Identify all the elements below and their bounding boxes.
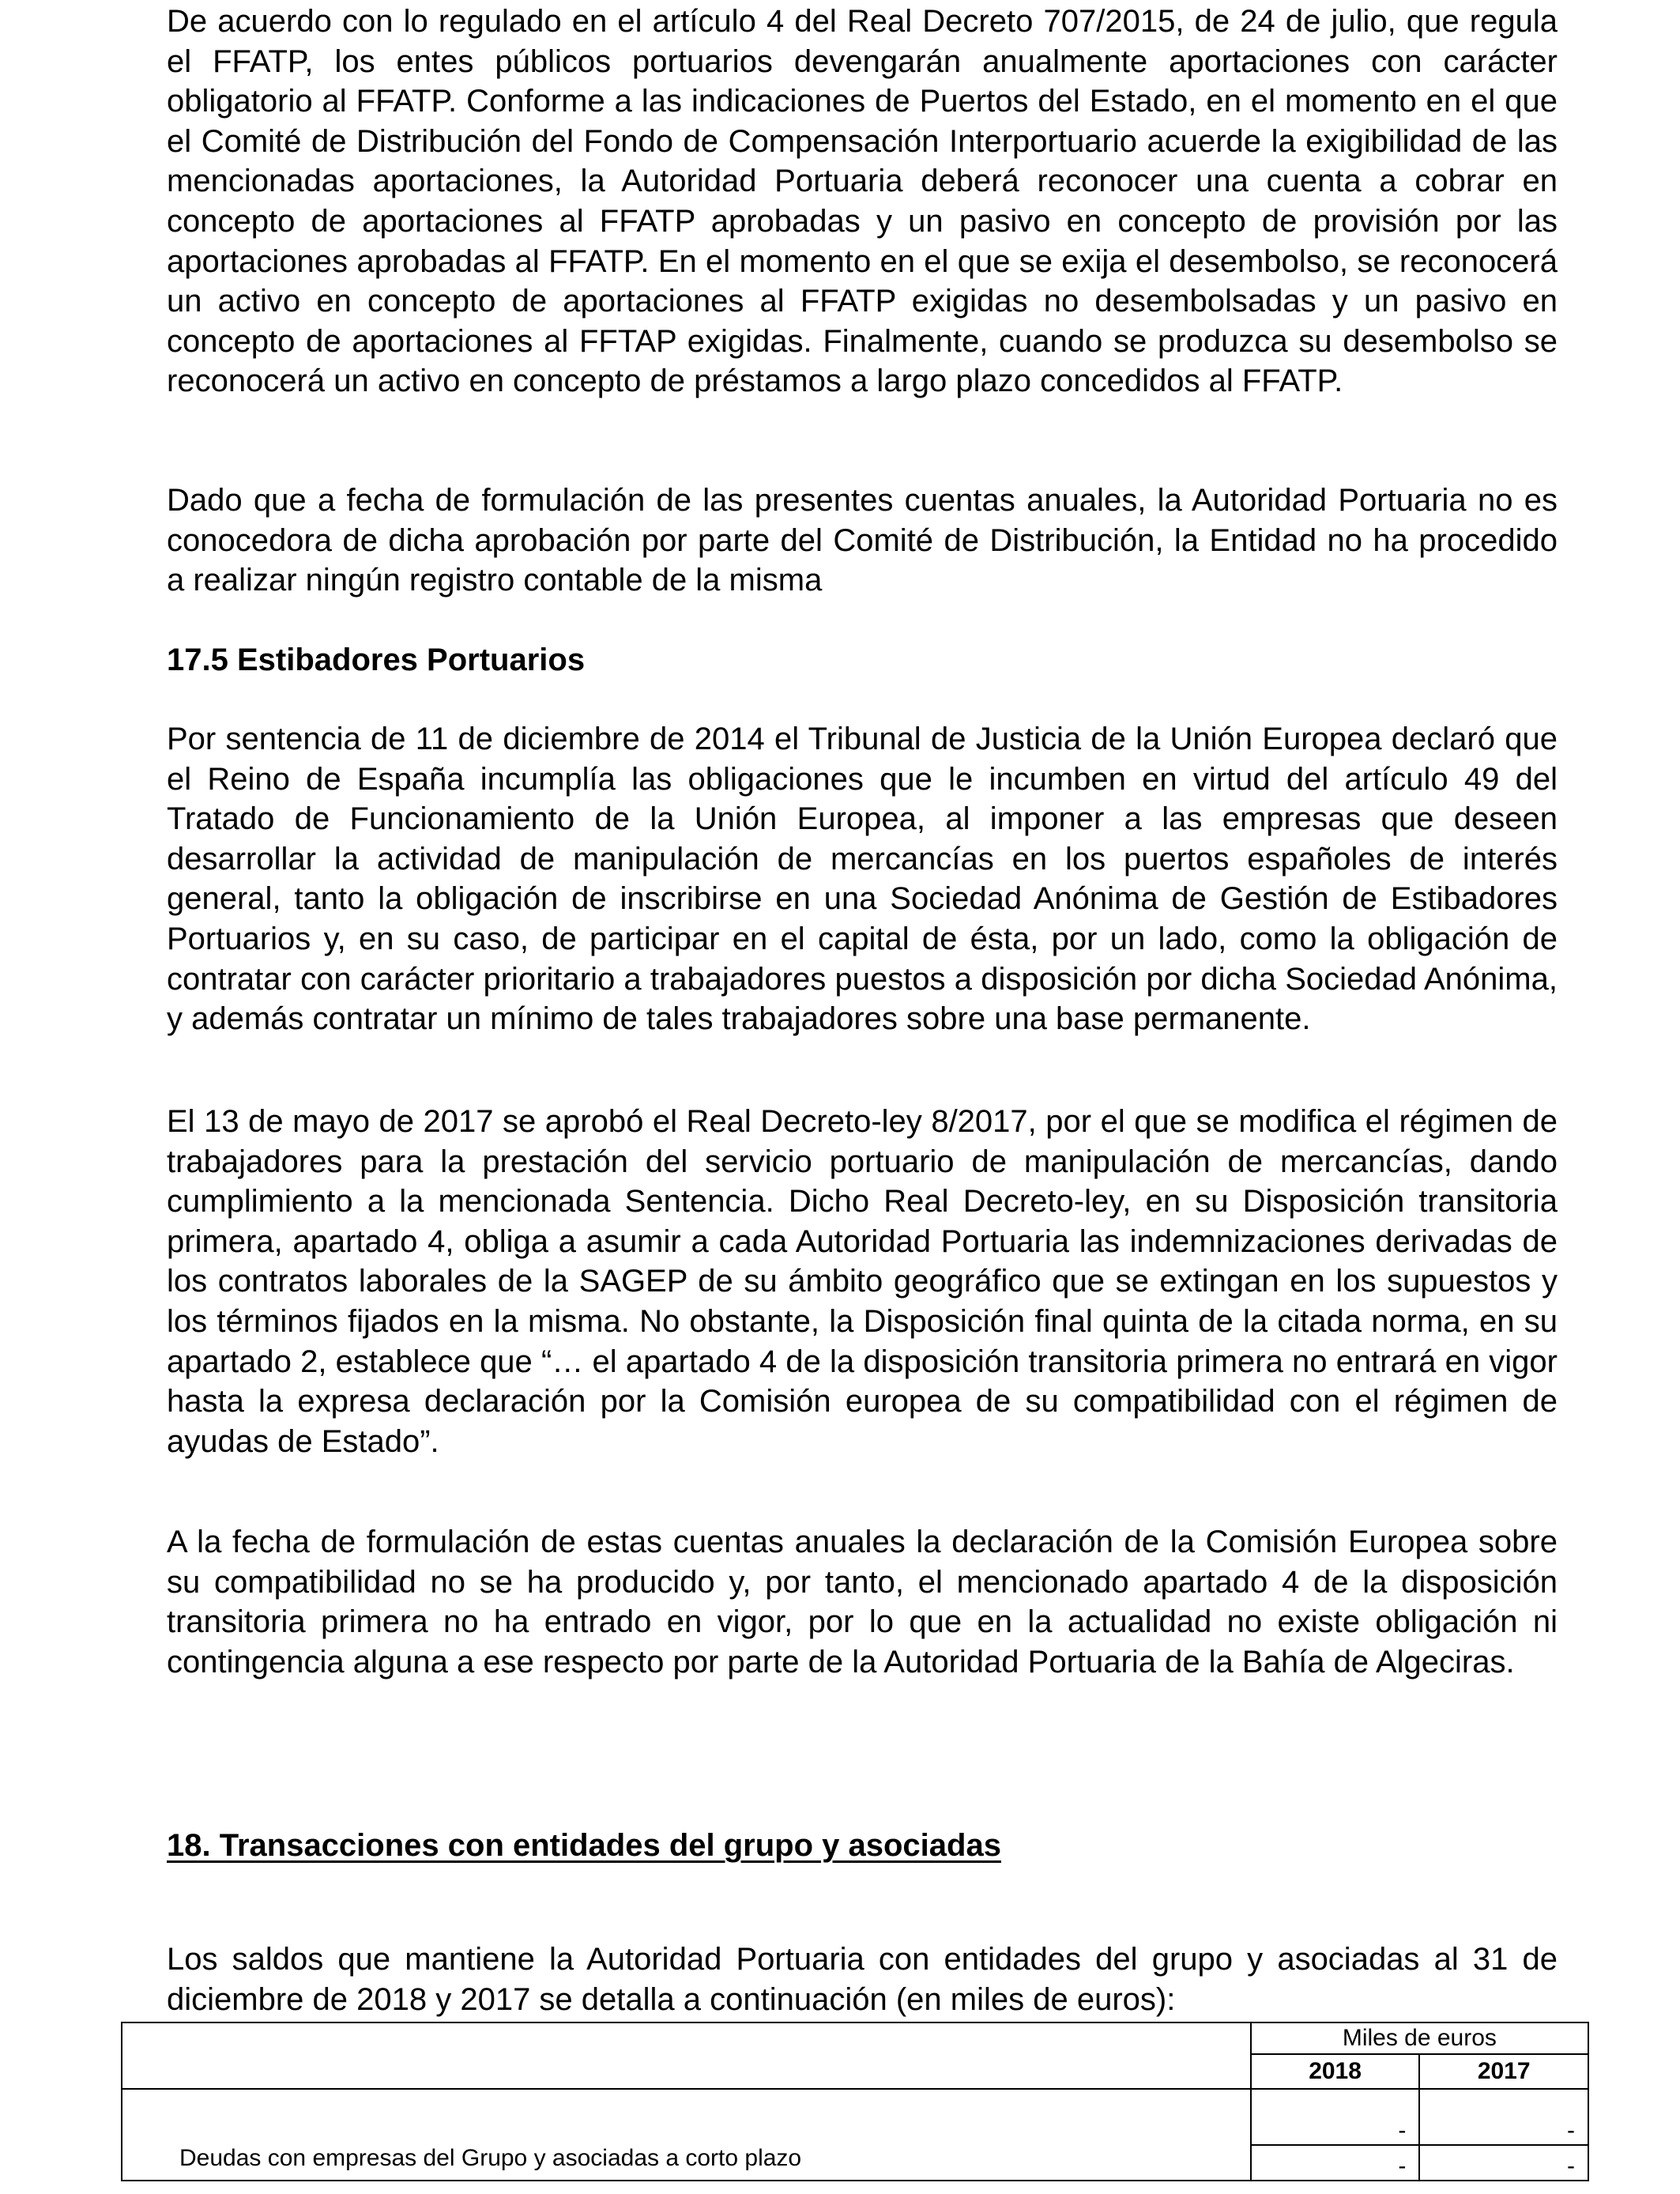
table-total-2018: - xyxy=(1251,2145,1420,2181)
section-heading-18: 18. Transacciones con entidades del grupo y asociadas xyxy=(167,1828,1001,1863)
table-year-2018: 2018 xyxy=(1251,2054,1420,2089)
balances-table xyxy=(121,2022,1589,2181)
table-cell-2017: - xyxy=(1419,2089,1588,2145)
table-cell-2018: - xyxy=(1251,2089,1420,2145)
paragraph-sentencia: Por sentencia de 11 de diciembre de 2014 el Tribunal de Justicia de la Unión Europea declaró que el Reino de España incumplía las obligaciones que le incumben en virtud del artículo 49 del Tratado de Funcionamiento de la Unión Europea, al imponer a las empresas que deseen desarrollar la actividad de manipulación de mercancías en los puertos españoles de interés general, tanto la obligación de inscribirse en una Sociedad Anónima de Gestión de Estibadores Portuarios y, en su caso, de participar en el capital de ésta, por un lado, como la obligación de contratar con carácter prioritario a trabajadores puestos a disposición por dicha Sociedad Anónima, y además contratar un mínimo de tales trabajadores sobre una base permanente. xyxy=(167,722,1558,1037)
section-heading-17-5: 17.5 Estibadores Portuarios xyxy=(167,643,586,677)
paragraph-ffatp-aportaciones: De acuerdo con lo regulado en el artículo 4 del Real Decreto 707/2015, de 24 de julio, que regula el FFATP, los entes públicos portuarios devengarán anualmente aportaciones con carácter obligatorio al FFATP. Conforme a las indicaciones de Puertos del Estado, en el momento en el que el Comité de Distribución del Fondo de Compensación Interportuario acuerde la exigibilidad de las mencionadas aportaciones, la Autoridad Portuaria deberá reconocer una cuenta a cobrar en concepto de aportaciones al FFATP aprobadas y un pasivo en concepto de provisión por las aportaciones aprobadas al FFATP. En el momento en el que se exija el desembolso, se reconocerá un activo en concepto de aportaciones al FFATP exigidas no desembolsadas y un pasivo en concepto de aportaciones al FFTAP exigidas. Finalmente, cuando se produzca su desembolso se reconocerá un activo en concepto de préstamos a largo plazo concedidos al FFATP. xyxy=(167,4,1558,399)
table-year-2017: 2017 xyxy=(1419,2054,1588,2089)
paragraph-ffatp-registro: Dado que a fecha de formulación de las presentes cuentas anuales, la Autoridad Portuaria no es conocedora de dicha aprobación por parte del Comité de Distribución, la Entidad no ha procedido a realizar ningún registro contable de la misma xyxy=(167,483,1558,598)
table-total-2017: - xyxy=(1419,2145,1588,2181)
table-header-blank xyxy=(122,2022,1251,2089)
table-units-header: Miles de euros xyxy=(1251,2022,1588,2054)
table-row xyxy=(122,2089,1588,2145)
paragraph-comision-europea: A la fecha de formulación de estas cuentas anuales la declaración de la Comisión Europea sobre su compatibilidad no se ha producido y, por tanto, el mencionado apartado 4 de la disposición transitoria primera no ha entrado en vigor, por lo que en la actualidad no existe obligación ni contingencia alguna a ese respecto por parte de la Autoridad Portuaria de la Bahía de Algeciras. xyxy=(167,1525,1558,1679)
paragraph-real-decreto-ley: El 13 de mayo de 2017 se aprobó el Real Decreto-ley 8/2017, por el que se modifica el régimen de trabajadores para la prestación del servicio portuario de manipulación de mercancías, dando cumplimiento a la mencionada Sentencia. Dicho Real Decreto-ley, en su Disposición transitoria primera, apartado 4, obliga a asumir a cada Autoridad Portuaria las indemnizaciones derivadas de los contratos laborales de la SAGEP de su ámbito geográfico que se extingan en los supuestos y los términos fijados en la misma. No obstante, la Disposición final quinta de la citada norma, en su apartado 2, establece que “… el apartado 4 de la disposición transitoria primera no entrará en vigor hasta la expresa declaración por la Comisión europea de su compatibilidad con el régimen de ayudas de Estado”. xyxy=(167,1104,1558,1459)
paragraph-saldos: Los saldos que mantiene la Autoridad Portuaria con entidades del grupo y asociadas al 31 de diciembre de 2018 y 2017 se detalla a continuación (en miles de euros): xyxy=(167,1942,1558,2017)
table-row-label: Deudas con empresas del Grupo y asociadas a corto plazo xyxy=(122,2089,1251,2181)
